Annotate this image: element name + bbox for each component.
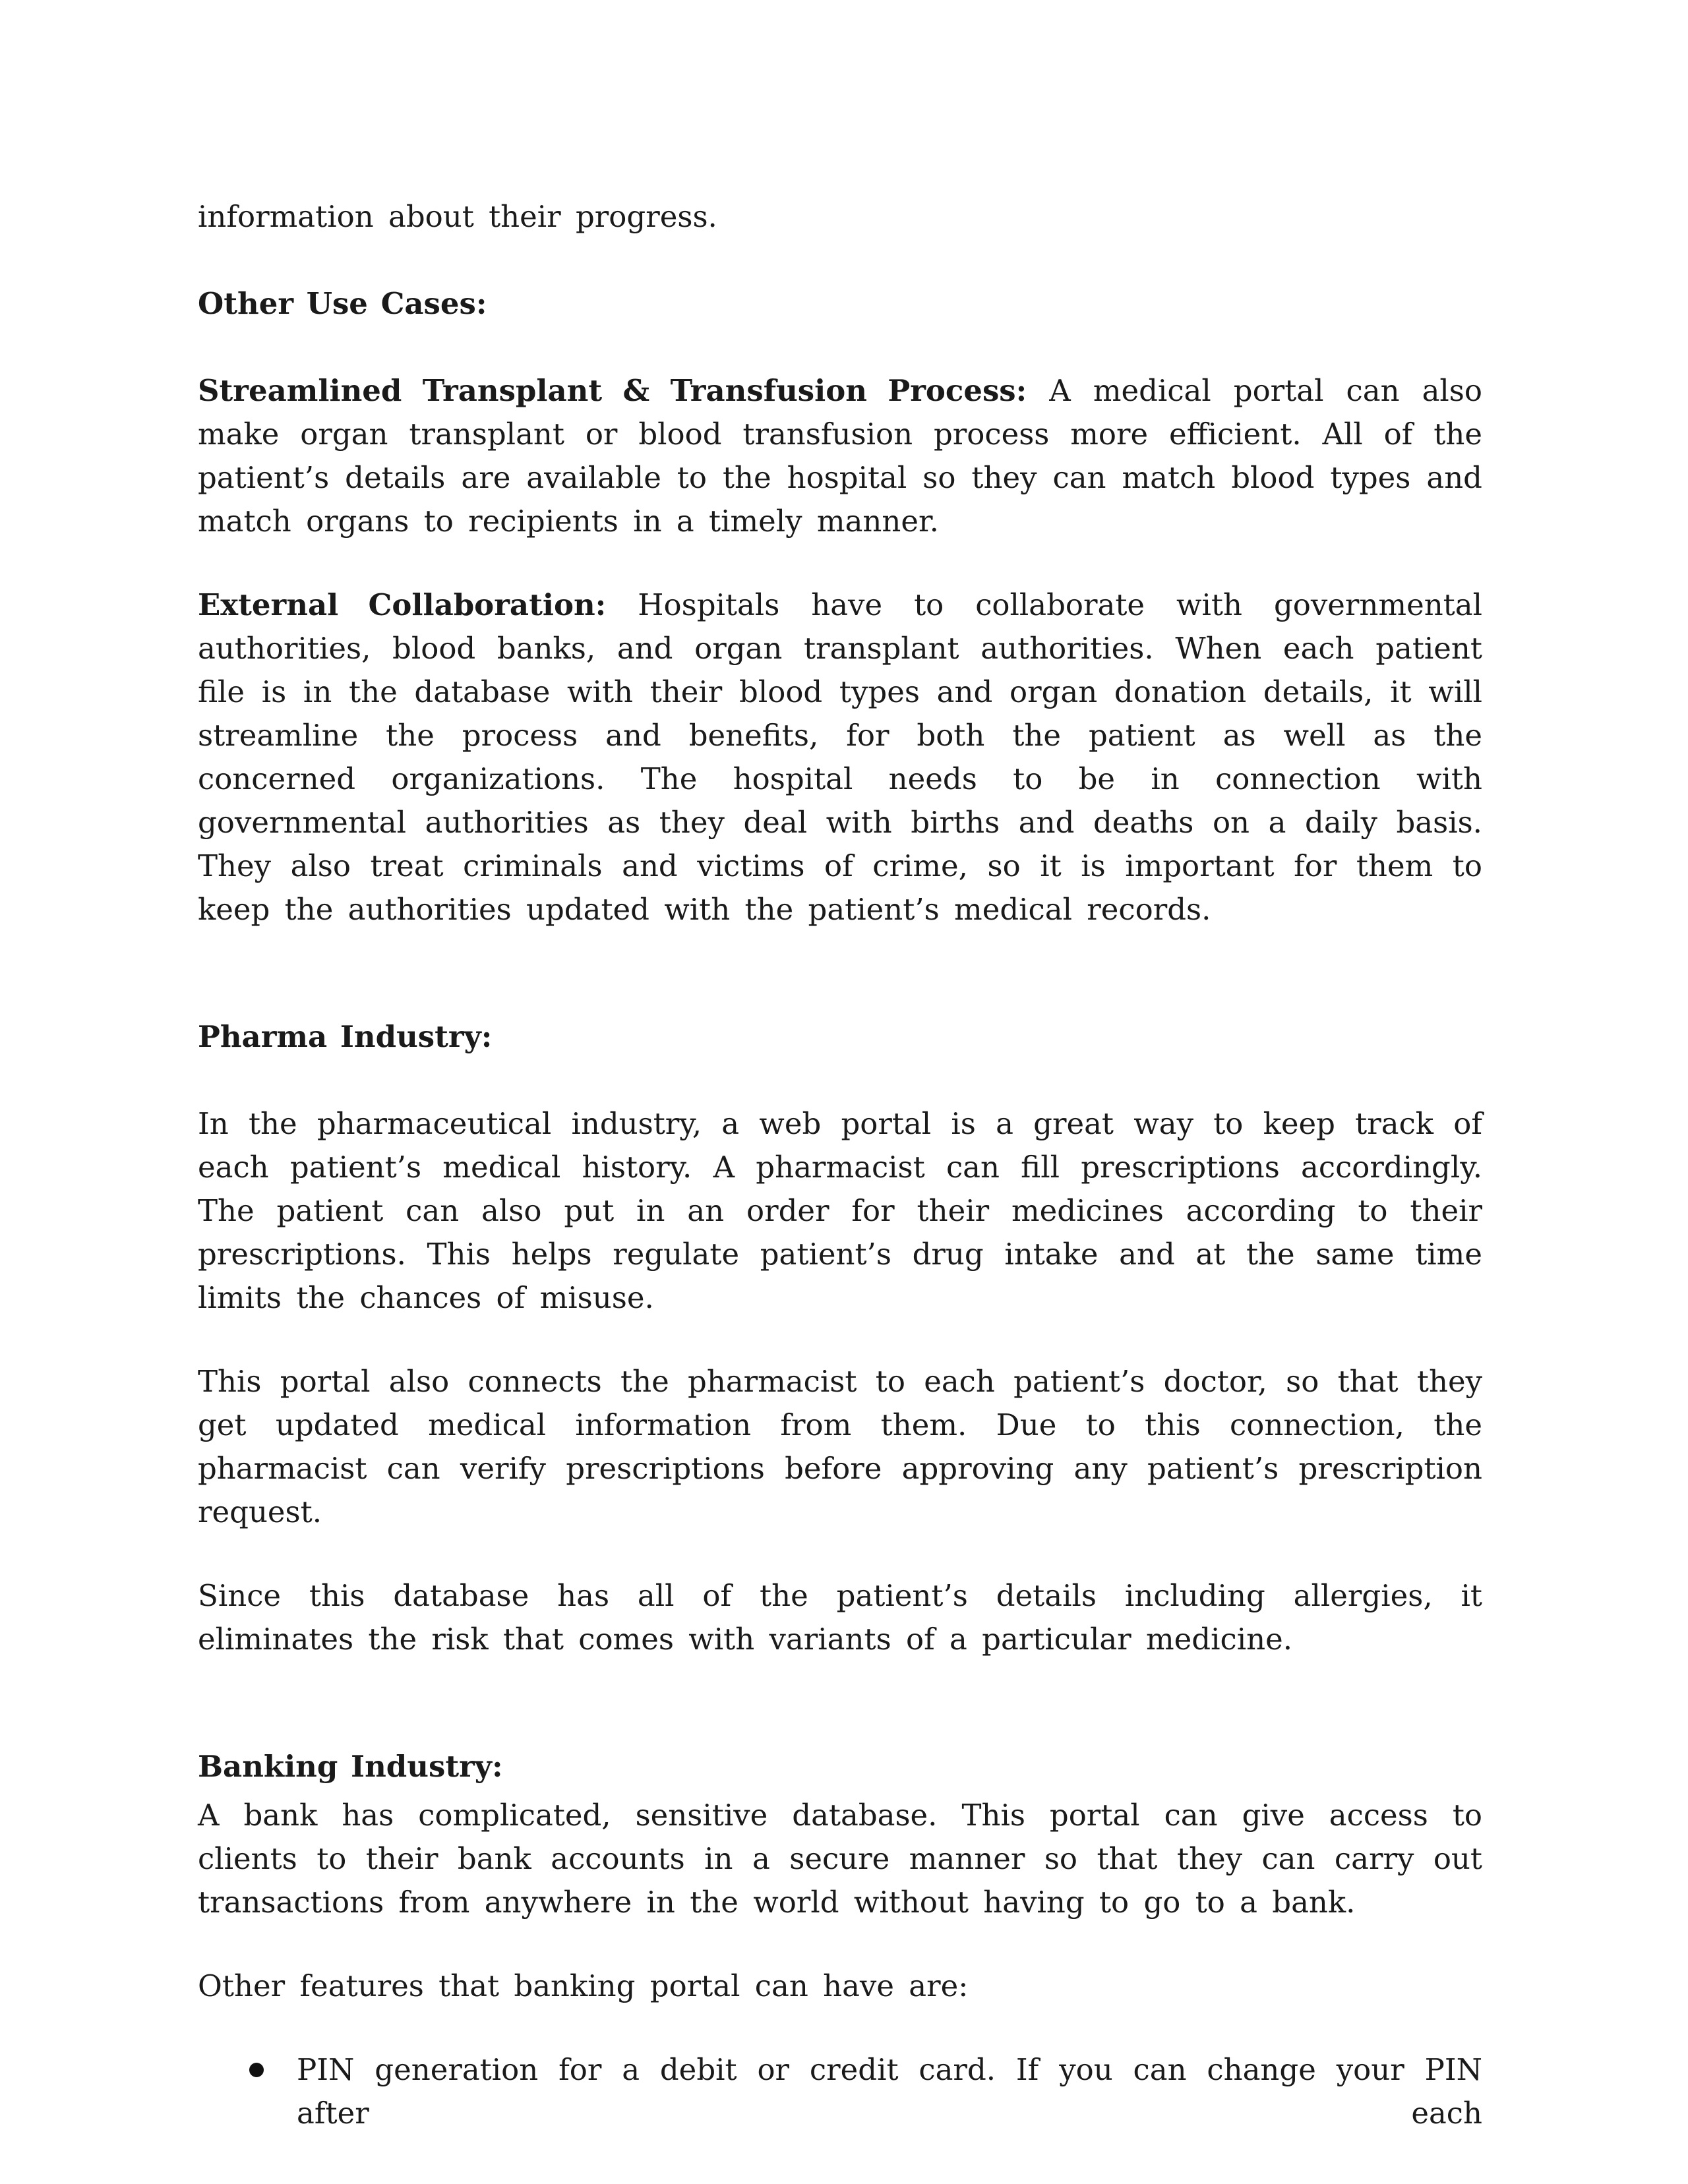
banking-features-list (198, 2048, 1482, 2135)
list-item-text: PIN generation for a debit or credit card. If you can change your PIN after each (297, 2052, 1482, 2131)
banking-paragraph: A bank has complicated, sensitive database. This portal can give access to clients to their bank accounts in a secure manner so that they can carry out transactions from anywhere in the world without having to go to a bank. (198, 1798, 1482, 1920)
banking-heading: Banking Industry: (198, 1749, 503, 1784)
intro-fragment: information about their progress. (198, 199, 717, 234)
collaboration-paragraph (198, 583, 1482, 931)
pharma-paragraph: Since this database has all of the patient’s details including allergies, it eliminates the risk that comes with variants of a particular medicine. (198, 1578, 1482, 1657)
pharma-paragraph: In the pharmaceutical industry, a web portal is a great way to keep track of each patient’s medical history. A pharmacist can fill prescriptions accordingly. The patient can also put in an order for their medicines according to their prescriptions. This helps regulate patient’s drug intake and at the same time limits the chances of misuse. (198, 1106, 1482, 1315)
transplant-paragraph (198, 369, 1482, 543)
other-use-cases-heading: Other Use Cases: (198, 286, 487, 321)
collaboration-text: Hospitals have to collaborate with governmental authorities, blood banks, and organ transplant authorities. When each patient file is in the database with their blood types and organ donation details, it will streamline the process and benefits, for both the patient as well as the concerned organizations. The hospital needs to be in connection with governmental authorities as they deal with births and deaths on a daily basis. They also treat criminals and victims of crime, so it is important for them to keep the authorities updated with the patient’s medical records. (198, 587, 1482, 927)
pharma-heading: Pharma Industry: (198, 1019, 493, 1054)
pharma-paragraph: This portal also connects the pharmacist to each patient’s doctor, so that they get updated medical information from them. Due to this connection, the pharmacist can verify prescriptions before approving any patient’s prescription request. (198, 1364, 1482, 1529)
transplant-text: A medical portal can also make organ transplant or blood transfusion process more efficient. All of the patient’s details are available to the hospital so they can match blood types and match organs to recipients in a timely manner. (198, 373, 1482, 539)
list-item (198, 2048, 1482, 2135)
bullet-icon (249, 2063, 264, 2077)
banking-features-intro: Other features that banking portal can have are: (198, 1968, 969, 2003)
collaboration-label: External Collaboration: (198, 587, 607, 622)
document-body (198, 195, 1482, 2135)
transplant-label: Streamlined Transplant & Transfusion Process: (198, 373, 1027, 408)
